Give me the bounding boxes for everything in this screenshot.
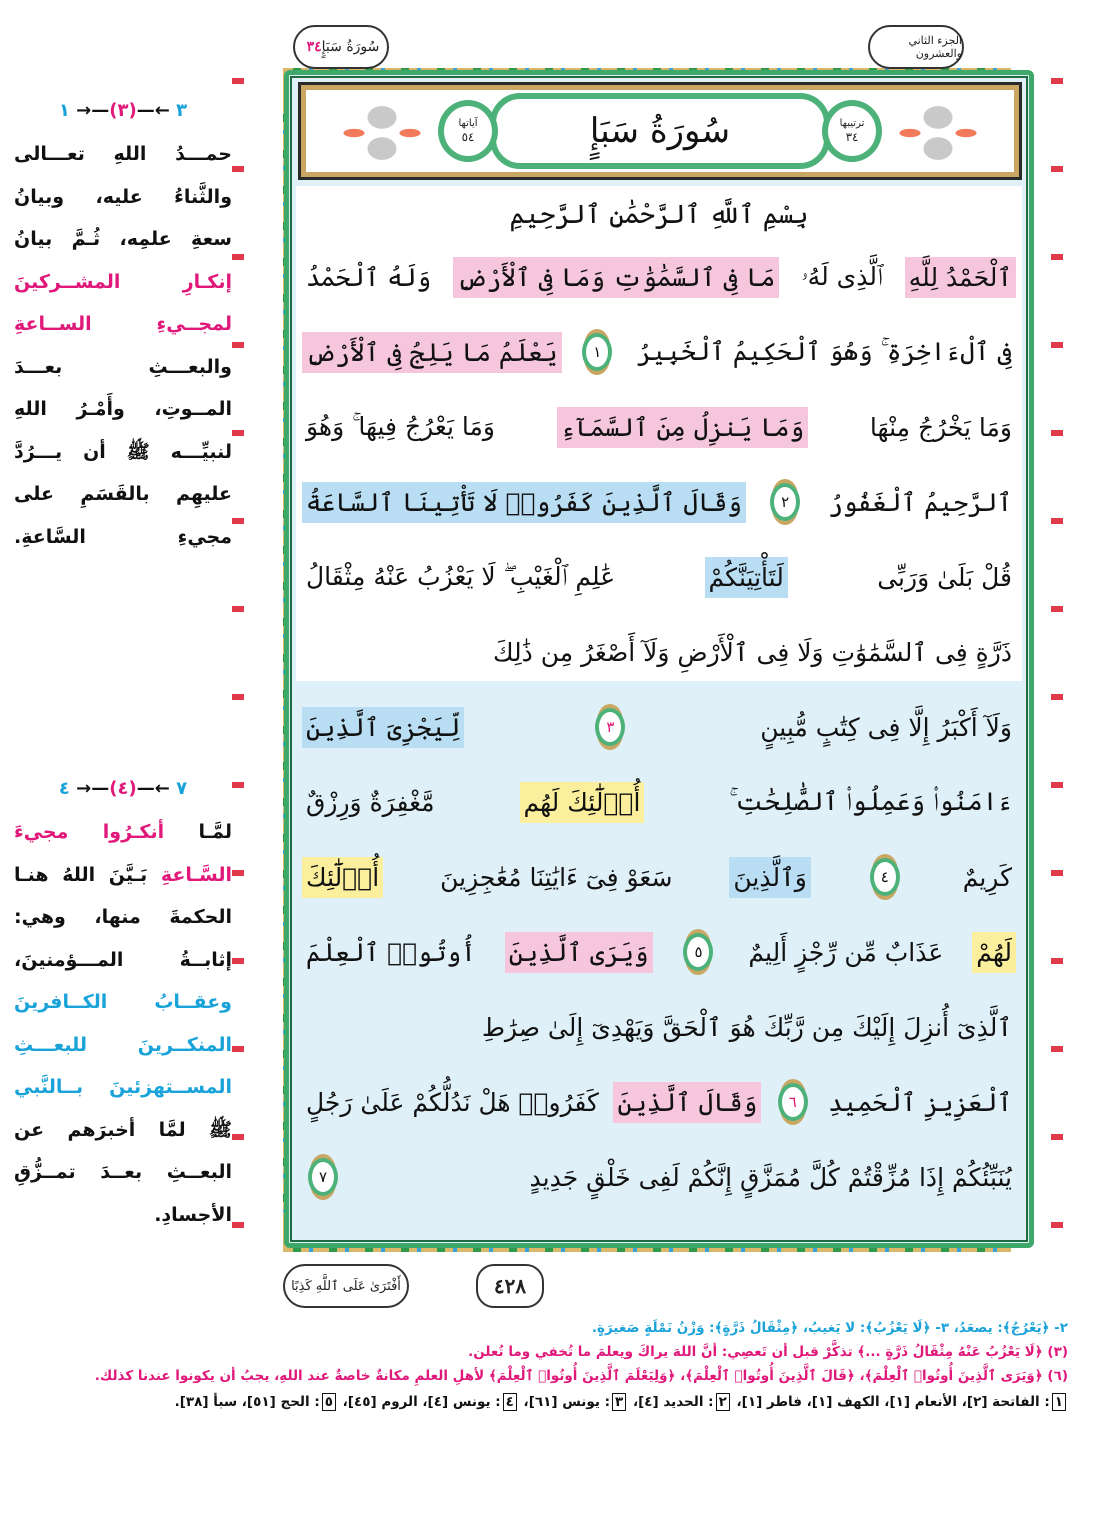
commentary-line: إنكـارِ المشــركينَ — [14, 270, 232, 293]
footnote-verse-3: (٣) ﴿لَا يَعْزُبُ عَنْهُ مِثْقَالُ ذَرَّةٍ ...﴾ تذكَّرْ قبل أن تَعصِي: أنَّ اللهَ يراكَ ويعلمَ ما تُخفي وما تُعلن. — [468, 1344, 1068, 1360]
reference-number-box: ٤ — [503, 1393, 517, 1411]
ornament-dots-right — [1051, 40, 1063, 1250]
verse-text: ٱلْعَزِيزِ ٱلْحَمِيدِ — [828, 1087, 1012, 1117]
hizb-marker: أَفْتَرَىٰ عَلَى ٱللَّهِ كَذِبًا — [291, 1278, 401, 1294]
reference-text: : يونس [٤]، الروم [٤٥]، — [337, 1394, 501, 1410]
ayah-number-marker-icon: ٧ — [308, 1158, 338, 1196]
juz-label: الجزء الثاني والعشرون — [908, 34, 962, 60]
reference-text: : الحديد [٤]، — [628, 1394, 714, 1410]
quran-line — [302, 1073, 1016, 1131]
verse-text: سَعَوْ فِىٓ ءَايَٰتِنَا مُعَٰجِزِينَ — [440, 862, 673, 892]
verse-text: وَمَا يَعْرُجُ فِيهَا ۚ وَهُوَ — [306, 412, 495, 441]
commentary-block-1 — [14, 100, 232, 558]
footnotes — [28, 1316, 1068, 1414]
ayah-number-marker-icon: ٥ — [683, 933, 713, 971]
commentary-line: الأجسادِ. — [154, 1203, 232, 1226]
verse-text: وَلَهُ ٱلْحَمْدُ — [306, 262, 432, 292]
verse-text: وَلَآ أَكْبَرُ إِلَّا فِى كِتَٰبٍ مُّبِينٍ — [760, 712, 1012, 742]
verse-text: ٱلرَّحِيمُ ٱلْغَفُورُ — [828, 487, 1012, 517]
page-number: ٤٢٨ — [493, 1274, 527, 1298]
quran-line — [302, 698, 1016, 756]
order-value: ٣٤ — [845, 129, 859, 144]
verse-range: ٣ ←—(٣)—→ ١ — [58, 100, 188, 121]
commentary-line: لمَّـا أنكـرُوا مجيءَ — [14, 821, 232, 843]
highlighted-phrase: ٱلْحَمْدُ لِلَّهِ — [905, 257, 1016, 298]
highlighted-phrase: مَا فِى ٱلسَّمَٰوَٰتِ وَمَا فِى ٱلْأَرْضِ — [453, 257, 779, 298]
arabesque-ornament-left-icon — [312, 94, 452, 172]
verse-text: ٱلَّذِىٓ أُنزِلَ إِلَيْكَ مِن رَّبِّكَ هُوَ ٱلْحَقَّ وَيَهْدِىٓ إِلَىٰ صِرَٰطِ — [481, 1012, 1012, 1042]
cross-references — [28, 1390, 1068, 1414]
surah-pill-number: ٣٤ — [306, 39, 322, 55]
arabesque-ornament-right-icon — [868, 94, 1008, 172]
quran-line — [302, 623, 1016, 681]
quran-line — [302, 773, 1016, 831]
commentary-line: المــوتِ، وأَمْـرُ اللهِ — [14, 398, 232, 420]
commentary-line: لنبيِّـــه ﷺ أن يـــرُدَّ — [14, 440, 232, 463]
highlighted-phrase: لَتَأْتِيَنَّكُمْ — [705, 557, 788, 598]
verse-text: وَمَا يَخْرُجُ مِنْهَا — [869, 412, 1012, 442]
verse-text: أُوتُوا۟ ٱلْعِلْمَ — [306, 937, 476, 967]
verse-text: كَرِيمٌ — [962, 862, 1012, 892]
commentary-line: وعقــابُ الكــافرينَ — [14, 991, 232, 1013]
surah-header-band — [298, 82, 1022, 180]
quran-line — [302, 248, 1016, 306]
reference-text: : الفاتحة [٢]، الأنعام [١]، الكهف [١]، فاطر [١]، — [731, 1394, 1050, 1410]
ayah-number-marker-icon: ٢ — [770, 483, 800, 521]
verse-text: مَّغْفِرَةٌ وَرِزْقٌ — [306, 787, 435, 817]
surah-pill-name: سُورَةُ سَبَإٍ — [321, 39, 380, 55]
highlighted-phrase: أُو۟لَٰٓئِكَ — [302, 857, 383, 898]
basmala: بِسْمِ ٱللَّهِ ٱلرَّحْمَٰنِ ٱلرَّحِيمِ — [509, 200, 809, 230]
reference-number-box: ١ — [1052, 1393, 1066, 1411]
ayah-number-marker-icon: ٦ — [778, 1083, 808, 1121]
highlighted-phrase: يَعْلَمُ مَا يَلِجُ فِى ٱلْأَرْضِ — [302, 332, 562, 373]
commentary-line: عليهِم بالقَسَمِ على — [14, 483, 232, 505]
order-label: ترتيبها — [839, 117, 865, 129]
order-medallion — [822, 100, 882, 162]
verse-text: قُلْ بَلَىٰ وَرَبِّى — [877, 562, 1012, 592]
verse-text: كَفَرُوا۟ هَلْ نَدُلُّكُمْ عَلَىٰ رَجُلٍ — [306, 1087, 599, 1117]
commentary-line: والثَّناءُ عليه، وبيانُ — [14, 185, 232, 208]
surah-title-cartouche — [490, 93, 830, 169]
quran-line — [302, 398, 1016, 456]
verses-value: ٥٤ — [461, 129, 475, 144]
verse-text: ٱلَّذِى لَهُۥ — [801, 262, 883, 291]
reference-text: : يونس [٦١]، — [518, 1394, 610, 1410]
ayah-number-marker-icon: ٣ — [595, 708, 625, 746]
verse-range: ٧ ←—(٤)—→ ٤ — [58, 778, 188, 799]
verse-text: عَٰلِمِ ٱلْغَيْبِ ۖ لَا يَعْزُبُ عَنْهُ مِثْقَالُ — [306, 562, 616, 591]
verses-label: آياتها — [458, 117, 478, 129]
juz-pill — [868, 25, 964, 69]
commentary-line: السَّـاعةِ بَـيَّنَ اللهُ هنـا — [14, 863, 232, 886]
quran-line — [302, 548, 1016, 606]
surah-title: سُورَةُ سَبَإٍ — [589, 111, 731, 151]
highlighted-phrase: وَقَالَ ٱلَّذِينَ كَفَرُوا۟ لَا تَأْتِينَا ٱلسَّاعَةُ — [302, 482, 746, 523]
reference-number-box: ٢ — [716, 1393, 730, 1411]
quran-line — [302, 323, 1016, 381]
commentary-block-2 — [14, 778, 232, 1236]
hizb-marker-pill — [283, 1264, 409, 1308]
quran-line — [302, 923, 1016, 981]
reference-text: : الحج [٥١]، سبأ [٣٨]. — [174, 1394, 320, 1410]
commentary-line: الحكمةَ منها، وهي: — [14, 906, 232, 928]
verse-text: فِى ٱلْءَاخِرَةِ ۚ وَهُوَ ٱلْحَكِيمُ ٱلْخَبِيرُ — [637, 337, 1012, 366]
verse-text: ءَامَنُوا۟ وَعَمِلُوا۟ ٱلصَّٰلِحَٰتِ ۚ — [729, 787, 1012, 816]
reference-number-box: ٣ — [612, 1393, 626, 1411]
quran-line — [302, 1148, 1016, 1206]
verse-text: يُنَبِّئُكُمْ إِذَا مُزِّقْتُمْ كُلَّ مُمَزَّقٍ إِنَّكُمْ لَفِى خَلْقٍ جَدِيدٍ — [529, 1162, 1012, 1192]
quran-line — [302, 848, 1016, 906]
ayah-number-marker-icon: ٤ — [870, 858, 900, 896]
footnote-verse-6: (٦) ﴿وَيَرَى ٱلَّذِينَ أُوتُوا۟ ٱلْعِلْمَ﴾، ﴿قَالَ ٱلَّذِينَ أُوتُوا۟ ٱلْعِلْمَ﴾، ﴿وَلِيَعْلَمَ ٱلَّذِينَ أُوتُوا۟ ٱلْعِلْمَ﴾ لأهلِ العلمِ مكانةٌ خاصةٌ عند اللهِ، يجبُ أن يكونوا عندنا كذلك. — [94, 1368, 1068, 1384]
quran-line — [302, 998, 1016, 1056]
verse-text: ذَرَّةٍ فِى ٱلسَّمَٰوَٰتِ وَلَا فِى ٱلْأَرْضِ وَلَآ أَصْغَرُ مِن ذَٰلِكَ — [492, 637, 1012, 667]
highlighted-phrase: لِّيَجْزِىَ ٱلَّذِينَ — [302, 707, 464, 748]
commentary-line: إثابــةُ المـــؤمنينَ، — [14, 948, 232, 971]
verses-medallion — [438, 100, 498, 162]
highlighted-phrase: وَيَرَى ٱلَّذِينَ — [505, 932, 653, 973]
ayah-number-marker-icon: ١ — [582, 333, 612, 371]
commentary-line: لمجــيءِ الســاعةِ — [14, 313, 232, 335]
highlighted-phrase: لَهُمْ — [972, 932, 1016, 973]
commentary-line: المســتهزئينَ بــالنَّبي — [14, 1076, 232, 1098]
commentary-line: سعةِ علمِه، ثُـمَّ بيانُ — [14, 228, 232, 250]
highlighted-phrase: وَٱلَّذِينَ — [729, 857, 810, 898]
highlighted-phrase: وَمَا يَنزِلُ مِنَ ٱلسَّمَآءِ — [557, 407, 809, 448]
commentary-line: المنكــرينَ للبعـــثِ — [14, 1033, 232, 1056]
commentary-line: ﷺ لمَّا أخبرَهم عن — [14, 1118, 232, 1141]
quran-line — [302, 473, 1016, 531]
verse-text: عَذَابٌ مِّن رِّجْزٍ أَلِيمٌ — [748, 937, 944, 967]
reference-number-box: ٥ — [322, 1393, 336, 1411]
commentary-line: البعــثِ بعــدَ تمــزُّقِ — [14, 1161, 232, 1183]
surah-name-pill — [293, 25, 389, 69]
commentary-line: حمـــدُ اللهِ تعـــالى — [14, 143, 232, 165]
page-number-pill — [476, 1264, 544, 1308]
quran-text-area — [296, 186, 1022, 1238]
highlighted-phrase: أُو۟لَٰٓئِكَ لَهُم — [520, 782, 645, 823]
commentary-line: والبعـــثِ بعـــدَ — [14, 355, 232, 378]
commentary-line: مجيءِ السَّاعةِ. — [14, 525, 232, 548]
footnote-vocabulary: ٢- ﴿يَعْرُجُ﴾: يصعَدُ، ٣- ﴿لَا يَعْزُبُ﴾: لا يَغيبُ، ﴿مِثْقَالُ ذَرَّةٍ﴾: وَزْنُ نَمْلَةٍ صَغيرَةٍ. — [591, 1320, 1068, 1336]
highlighted-phrase: وَقَالَ ٱلَّذِينَ — [613, 1082, 761, 1123]
